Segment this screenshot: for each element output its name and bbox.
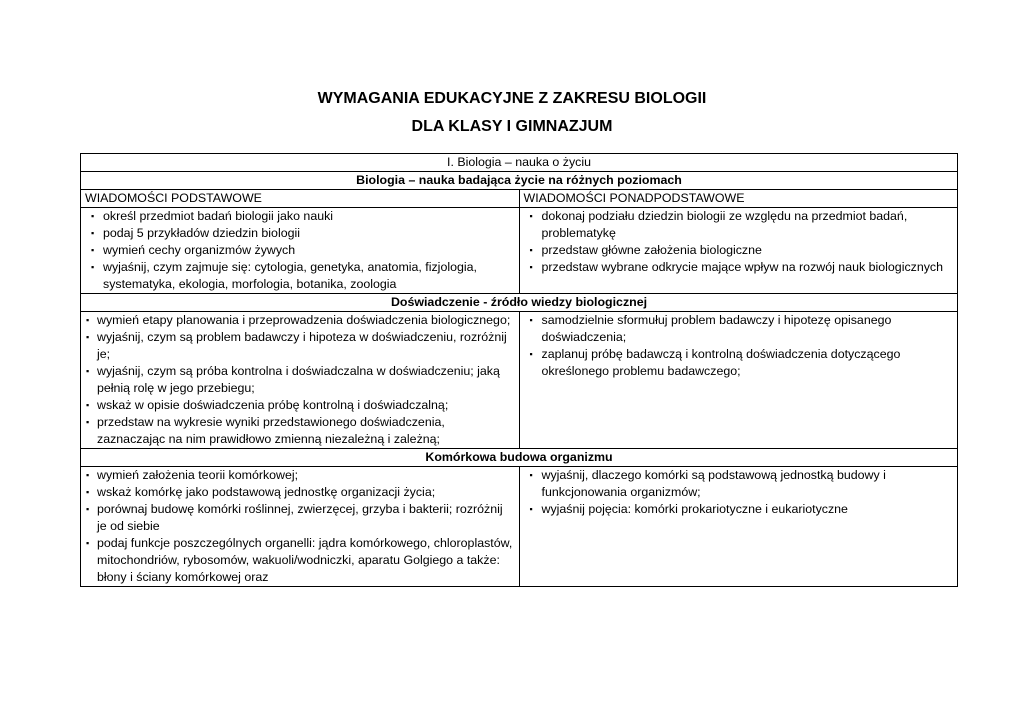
advanced-requirements-list xyxy=(524,208,954,276)
list-item: ▪ dokonaj podziału dziedzin biologii ze względu na przedmiot badań, problematykę xyxy=(524,208,954,242)
list-item: ▪ wyjaśnij, czym są próba kontrolna i doświadczalna w doświadczeniu; jaką pełnią rolę w jego przebiegu; xyxy=(85,363,515,397)
list-item: ▪ przedstaw wybrane odkrycie mające wpływ na rozwój nauk biologicznych xyxy=(524,259,954,276)
basic-requirements-cell xyxy=(81,208,520,294)
list-item: ▪ przedstaw na wykresie wyniki przedstawionego doświadczenia, zaznaczając na nim prawidłowo zmienną niezależną i zależną; xyxy=(85,414,515,448)
list-item: ▪ wymień etapy planowania i przeprowadzenia doświadczenia biologicznego; xyxy=(85,312,515,329)
list-item: ▪ podaj funkcje poszczególnych organelli: jądra komórkowego, chloroplastów, mitochondriów, rybosomów, wakuoli/wodniczki, aparatu Golgiego a także: błony i ściany komórkowej oraz xyxy=(85,535,515,586)
document-title: WYMAGANIA EDUKACYJNE Z ZAKRESU BIOLOGII xyxy=(317,90,707,107)
list-item: ▪ przedstaw główne założenia biologiczne xyxy=(524,242,954,259)
section-title-row xyxy=(81,449,958,467)
list-item: ▪ podaj 5 przykładów dziedzin biologii xyxy=(85,225,515,242)
basic-requirements-list xyxy=(85,467,515,586)
document-subtitle: DLA KLASY I GIMNAZJUM xyxy=(411,118,613,135)
list-item: ▪ porównaj budowę komórki roślinnej, zwierzęcej, grzyba i bakterii; rozróżnij je od siebie xyxy=(85,501,515,535)
section-title-row xyxy=(81,294,958,312)
advanced-requirements-cell xyxy=(519,467,958,587)
advanced-requirements-cell xyxy=(519,208,958,294)
chapter-row xyxy=(81,154,958,172)
basic-requirements-list xyxy=(85,312,515,448)
list-item: ▪ wskaż w opisie doświadczenia próbę kontrolną i doświadczalną; xyxy=(85,397,515,414)
requirements-row xyxy=(81,312,958,449)
requirements-row xyxy=(81,467,958,587)
section-title: Komórkowa budowa organizmu xyxy=(81,449,958,467)
advanced-requirements-list xyxy=(524,312,954,380)
list-item: ▪ wyjaśnij, dlaczego komórki są podstawową jednostką budowy i funkcjonowania organizmów; xyxy=(524,467,954,501)
section-title-row xyxy=(81,172,958,190)
list-item: ▪ wymień cechy organizmów żywych xyxy=(85,242,515,259)
section-title: Doświadczenie - źródło wiedzy biologicznej xyxy=(81,294,958,312)
list-item: ▪ wyjaśnij pojęcia: komórki prokariotyczne i eukariotyczne xyxy=(524,501,954,518)
list-item: ▪ wskaż komórkę jako podstawową jednostkę organizacji życia; xyxy=(85,484,515,501)
column-header-advanced: WIADOMOŚCI PONADPODSTAWOWE xyxy=(519,190,958,208)
list-item: ▪ wyjaśnij, czym są problem badawczy i hipoteza w doświadczeniu, rozróżnij je; xyxy=(85,329,515,363)
section-title: Biologia – nauka badająca życie na różnych poziomach xyxy=(81,172,958,190)
basic-requirements-list xyxy=(85,208,515,293)
list-item: ▪ wymień założenia teorii komórkowej; xyxy=(85,467,515,484)
list-item: ▪ wyjaśnij, czym zajmuje się: cytologia, genetyka, anatomia, fizjologia, systematyka, ekologia, morfologia, botanika, zoologia xyxy=(85,259,515,293)
advanced-requirements-list xyxy=(524,467,954,518)
requirements-row xyxy=(81,208,958,294)
chapter-title: I. Biologia – nauka o życiu xyxy=(81,154,958,172)
list-item: ▪ określ przedmiot badań biologii jako nauki xyxy=(85,208,515,225)
advanced-requirements-cell xyxy=(519,312,958,449)
list-item: ▪ zaplanuj próbę badawczą i kontrolną doświadczenia dotyczącego określonego problemu badawczego; xyxy=(524,346,954,380)
column-header-basic: WIADOMOŚCI PODSTAWOWE xyxy=(81,190,520,208)
column-header-row xyxy=(81,190,958,208)
basic-requirements-cell xyxy=(81,467,520,587)
requirements-table xyxy=(80,153,958,587)
basic-requirements-cell xyxy=(81,312,520,449)
list-item: ▪ samodzielnie sformułuj problem badawczy i hipotezę opisanego doświadczenia; xyxy=(524,312,954,346)
